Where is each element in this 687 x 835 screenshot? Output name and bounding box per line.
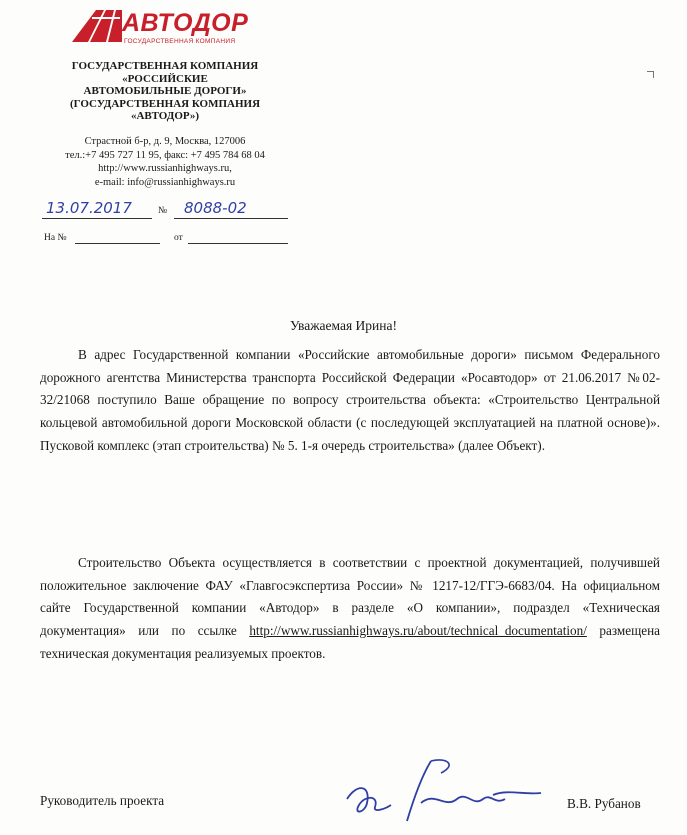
handwritten-signature [345,755,545,825]
reference-number-line [75,243,160,244]
registration-number-label: № [158,206,168,216]
road-logo-icon [70,8,122,44]
greeting: Уважаемая Ирина! [290,318,397,333]
phone-fax: тел.:+7 495 727 11 95, факс: +7 495 784 68 04 [65,149,265,161]
technical-documentation-link[interactable]: http://www.russianhighways.ru/about/technical_documentation/ [249,623,587,639]
logo-subtitle: ГОСУДАРСТВЕННАЯ КОМПАНИЯ [124,38,236,45]
contact-block [40,135,290,189]
registration-date: 13.07.2017 [46,199,132,217]
signatory-name: В.В. Рубанов [567,796,641,811]
website: http://www.russianhighways.ru, [98,163,232,175]
email: e-mail: info@russianhighways.ru [94,176,236,188]
registration-line [38,198,298,222]
logo-name: АВТОДОР [122,9,249,37]
reference-date-label: от [174,233,183,243]
organization-name: ГОСУДАРСТВЕННАЯ КОМПАНИЯ «РОССИЙСКИЕ АВТОМОБИЛЬНЫЕ ДОРОГИ» (ГОСУДАРСТВЕННАЯ КОМПАНИЯ «АВТОДОР») [69,60,261,123]
address: Страстной б-р, д. 9, Москва, 127006 [84,136,246,147]
reference-number-label: На № [44,233,67,243]
body-paragraph-2: Строительство Объекта осуществляется в соответствии с проектной документацией, получившей положительное заключение ФАУ «Главгосэкспертиза России» № 1217-12/ГГЭ-6683/04. На официальном сайте Государственной компании «Автодор» в разделе «О компании», подраздел «Техническая документация» или по ссылке http://www.russianhighways.ru/about/technical_documentation/ размещена техническая документация реализуемых проектов. [40,555,660,661]
registration-number: 8088-02 [184,199,247,217]
body-paragraph-1: В адрес Государственной компании «Российские автомобильные дороги» письмом Федерального дорожного агентства Министерства транспорта Российской Федерации «Росавтодор» от 21.06.2017 №02-32/21068 поступило Ваше обращение по вопросу строительства объекта: «Строительство Центральной кольцевой автомобильной дороги Московской области (с последующей эксплуатацией на платной основе)». Пусковой комплекс (этап строительства) № 5. 1-я очередь строительства» (далее Объект). [40,347,660,453]
reference-date-line [188,243,288,244]
address-corner-mark [647,71,654,78]
signatory-title: Руководитель проекта [40,793,165,808]
